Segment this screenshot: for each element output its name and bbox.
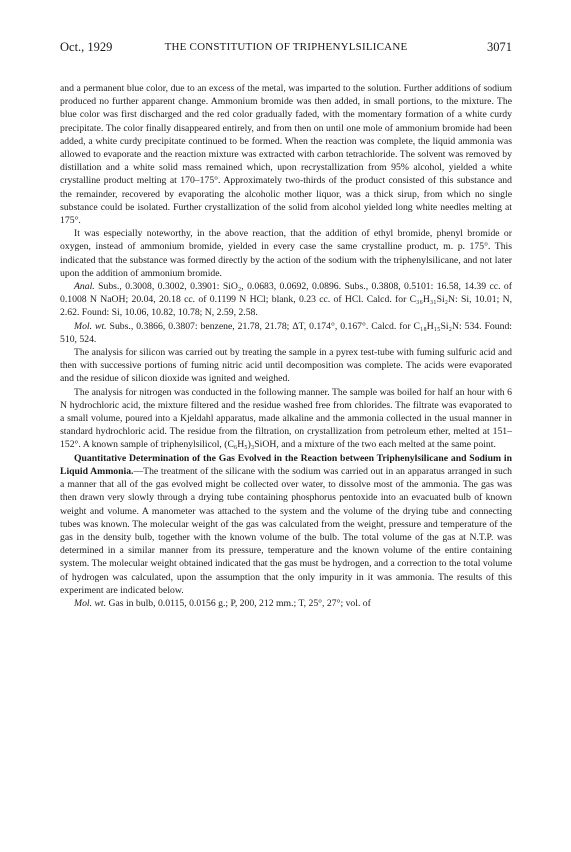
- paragraph-nitrogen-analysis: [60, 386, 512, 452]
- paragraph-label: Mol. wt.: [74, 320, 107, 332]
- paragraph-label: Anal.: [74, 281, 95, 293]
- paragraph-text: Gas in bulb, 0.0115, 0.0156 g.; P, 200, 212 mm.; T, 25°, 27°; vol. of: [106, 597, 371, 609]
- issue-date: Oct., 1929: [60, 40, 113, 54]
- paragraph-analysis: [60, 280, 512, 320]
- article-body: [60, 82, 512, 610]
- paragraph-text: The analysis for nitrogen was conducted in the following manner. The sample was boiled for half an hour with 6 N hydrochloric acid, the mixture filtered and the residue washed free from chlorides. The filtrate was evaporated to a small volume, poured into a Kjeldahl apparatus, made alkaline and the ammonia collected in the usual manner in standard hydrochloric acid. The residue from the filtration, on crystallization from petroleum ether, melted at 151–152°. A known sample of triphenylsilicol, (C₆H₅)₃SiOH, and a mixture of the two each melted at the same point.: [60, 386, 512, 451]
- paragraph-text: Subs., 0.3008, 0.3002, 0.3901: SiO₂, 0.0683, 0.0692, 0.0896. Subs., 0.3808, 0.5101: 16.58, 14.39 cc. of 0.1008 N NaOH; 20.04, 20.18 cc. of 0.1199 N HCl; blank, 0.23 cc. of HCl. Calcd. for C₃₆H₃₁Si₂N: Si, 10.01; N, 2.62. Found: Si, 10.06, 10.82, 10.78; N, 2.59, 2.58.: [60, 281, 512, 319]
- page-number: 3071: [487, 40, 512, 54]
- paragraph-text: Subs., 0.3866, 0.3807: benzene, 21.78, 21.78; ΔT, 0.174°, 0.167°. Calcd. for C₁₈H₁₅Si₂N: 534. Found: 510, 524.: [60, 320, 512, 345]
- paragraph-reaction-description: [60, 82, 512, 227]
- paragraph-text: and a permanent blue color, due to an excess of the metal, was imparted to the solution. Further additions of sodium produced no further apparent change. Ammonium bromide was then added, in small portions, to the mixture. The blue color was first discharged and the red color gradually faded, with the momentary formation of a white curdy precipitate. The color finally disappeared entirely, and from then on until one mole of ammonium bromide had been added, a white curdy precipitate continued to be formed. When the reaction was complete, the liquid ammonia was allowed to evaporate and the reaction mixture was extracted with carbon tetrachloride. The solvent was removed by distillation and a white solid mass remained which, upon recrystallization from 95% alcohol, yielded a white crystalline product melting at 170–175°. Approximately two-thirds of the product consisted of this substance and the remainder, recovered by evaporating the alcoholic mother liquor, was a thick sirup, from which no single substance could be isolated. Further crystallization of the solid from alcohol yielded long white needles melting at 175°.: [60, 83, 512, 227]
- paragraph-gas-mol-wt: [60, 597, 512, 610]
- paragraph-text: The analysis for silicon was carried out by treating the sample in a pyrex test-tube with fuming sulfuric acid and then with successive portions of fuming nitric acid until decomposition was complete. The acids were evaporated and the residue of silicon dioxide was ignited and weighed.: [60, 347, 512, 385]
- paragraph-mol-wt: [60, 320, 512, 346]
- section-heading: Quantitative Determination of the Gas Evolved in the Reaction between Triphenylsilicane and Sodium in Liquid Ammonia.: [60, 452, 512, 477]
- paragraph-gas-determination: [60, 452, 512, 597]
- paragraph-text: —The treatment of the silicane with the sodium was carried out in an apparatus arranged in such a manner that all of the gas evolved might be collected over water, to dissolve most of the ammonia. The gas was then drawn very slowly through a drying tube containing phosphorus pentoxide into an evacuated bulb of known weight and volume. A manometer was attached to the system and the volume of the drying tube and connecting tubes was known. The molecular weight of the gas was calculated from the weight, pressure and temperature of the gas in the density bulb, together with the known volume of the bulb. The total volume of the gas at N.T.P. was determined in a similar manner from its pressure, temperature and the known volume of the entire containing system. The molecular weight obtained indicated that the gas must be hydrogen, and a correction to the total volume of hydrogen was calculated, upon the assumption that the only impurity in it was ammonia. The results of this experiment are indicated below.: [60, 465, 513, 596]
- paragraph-silicon-analysis: [60, 346, 512, 386]
- running-header: [60, 38, 512, 56]
- paragraph-noteworthy: [60, 227, 512, 280]
- paragraph-label: Mol. wt.: [74, 597, 107, 609]
- running-title: THE CONSTITUTION OF TRIPHENYLSILICANE: [164, 41, 408, 53]
- paragraph-text: It was especially noteworthy, in the above reaction, that the addition of ethyl bromide, phenyl bromide or oxygen, instead of ammonium bromide, yielded in every case the same crystalline product, m. p. 175°. This indicated that the substance was formed directly by the action of the sodium with the triphenylsilicane, and not later upon the addition of ammonium bromide.: [60, 228, 512, 279]
